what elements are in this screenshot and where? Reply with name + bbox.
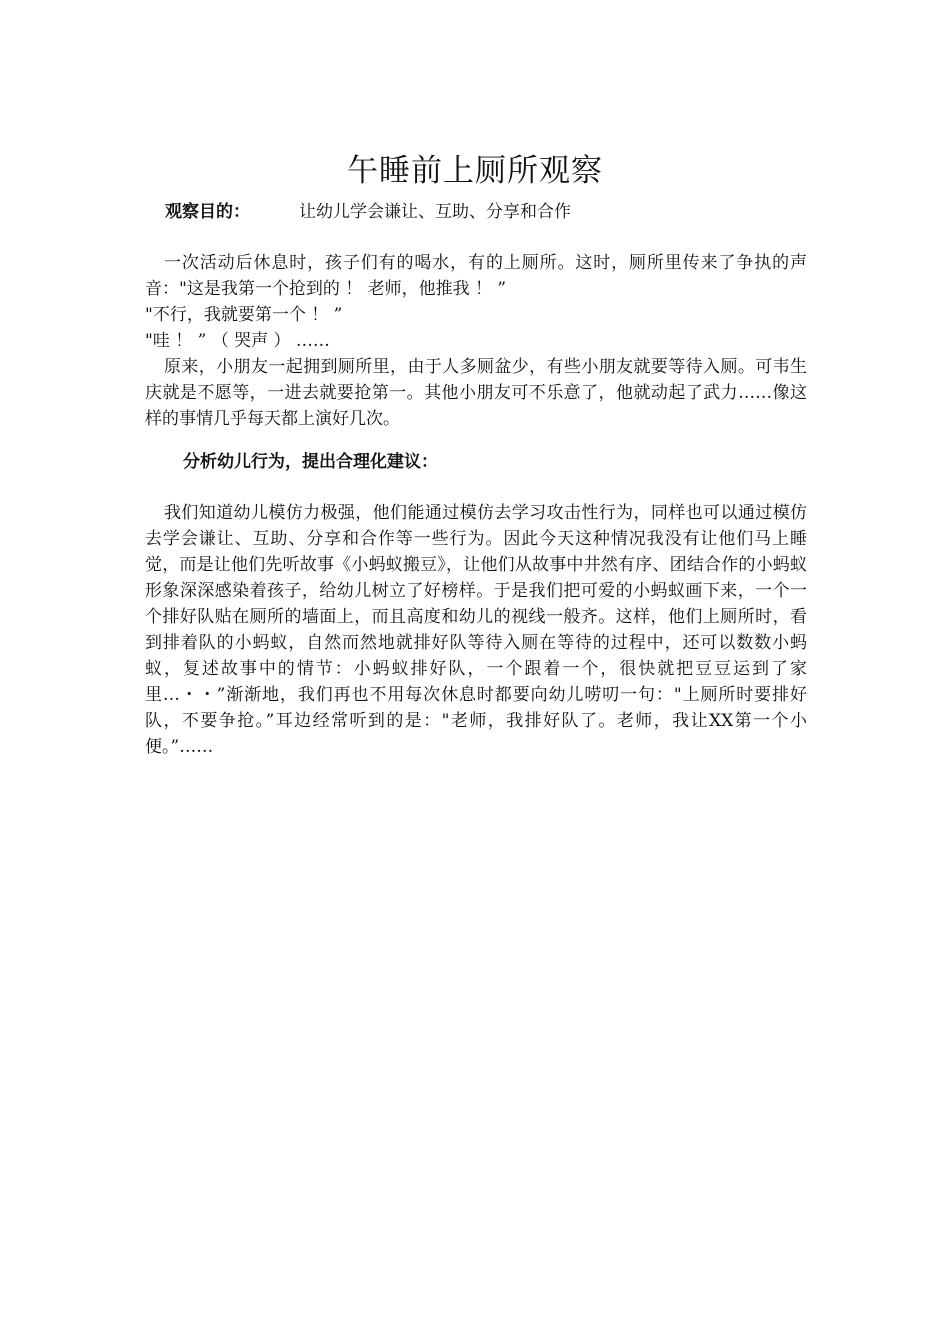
analysis-section bbox=[145, 500, 807, 760]
observation-quote-3: "哇 ！ ” （ 哭声 ） …… bbox=[145, 331, 330, 351]
observation-quote-2: "不行，我就要第一个 ！ ” bbox=[145, 305, 343, 325]
observation-section bbox=[145, 250, 807, 432]
document-title: 午睡前上厕所观察 bbox=[347, 152, 603, 189]
observation-paragraph-1: 一次活动后休息时，孩子们有的喝水，有的上厕所。这时，厕所里传来了争执的声音："这是我第一个抢到的 ！ 老师，他推我 ！ ” bbox=[145, 253, 807, 299]
observation-paragraph-2: 原来，小朋友一起拥到厕所里，由于人多厕盆少，有些小朋友就要等待入厕。可韦生庆就是不愿等，一进去就要抢第一。其他小朋友可不乐意了，他就动起了武力……像这样的事情几乎每天都上演好几次。 bbox=[145, 357, 807, 429]
analysis-heading: 分析幼儿行为，提出合理化建议： bbox=[183, 452, 438, 472]
purpose-text: 让幼儿学会谦让、互助、分享和合作 bbox=[299, 202, 571, 222]
analysis-paragraph: 我们知道幼儿模仿力极强，他们能通过模仿去学习攻击性行为，同样也可以通过模仿去学会谦让、互助、分享和合作等一些行为。因此今天这种情况我没有让他们马上睡觉，而是让他们先听故事《小蚂蚁搬豆》，让他们从故事中井然有序、团结合作的小蚂蚁形象深深感染着孩子，给幼儿树立了好榜样。于是我们把可爱的小蚂蚁画下来，一个一个排好队贴在厕所的墙面上，而且高度和幼儿的视线一般齐。这样，他们上厕所时，看到排着队的小蚂蚁，自然而然地就排好队等待入厕在等待的过程中，还可以数数小蚂蚁，复述故事中的情节：小蚂蚁排好队，一个跟着一个，很快就把豆豆运到了家里…・・”渐渐地，我们再也不用每次休息时都要向幼儿唠叨一句："上厕所时要排好队，不要争抢。”耳边经常听到的是："老师，我排好队了。老师，我让XX第一个小便。”…… bbox=[145, 503, 807, 757]
observation-purpose bbox=[165, 199, 571, 225]
purpose-label: 观察目的： bbox=[165, 202, 250, 222]
